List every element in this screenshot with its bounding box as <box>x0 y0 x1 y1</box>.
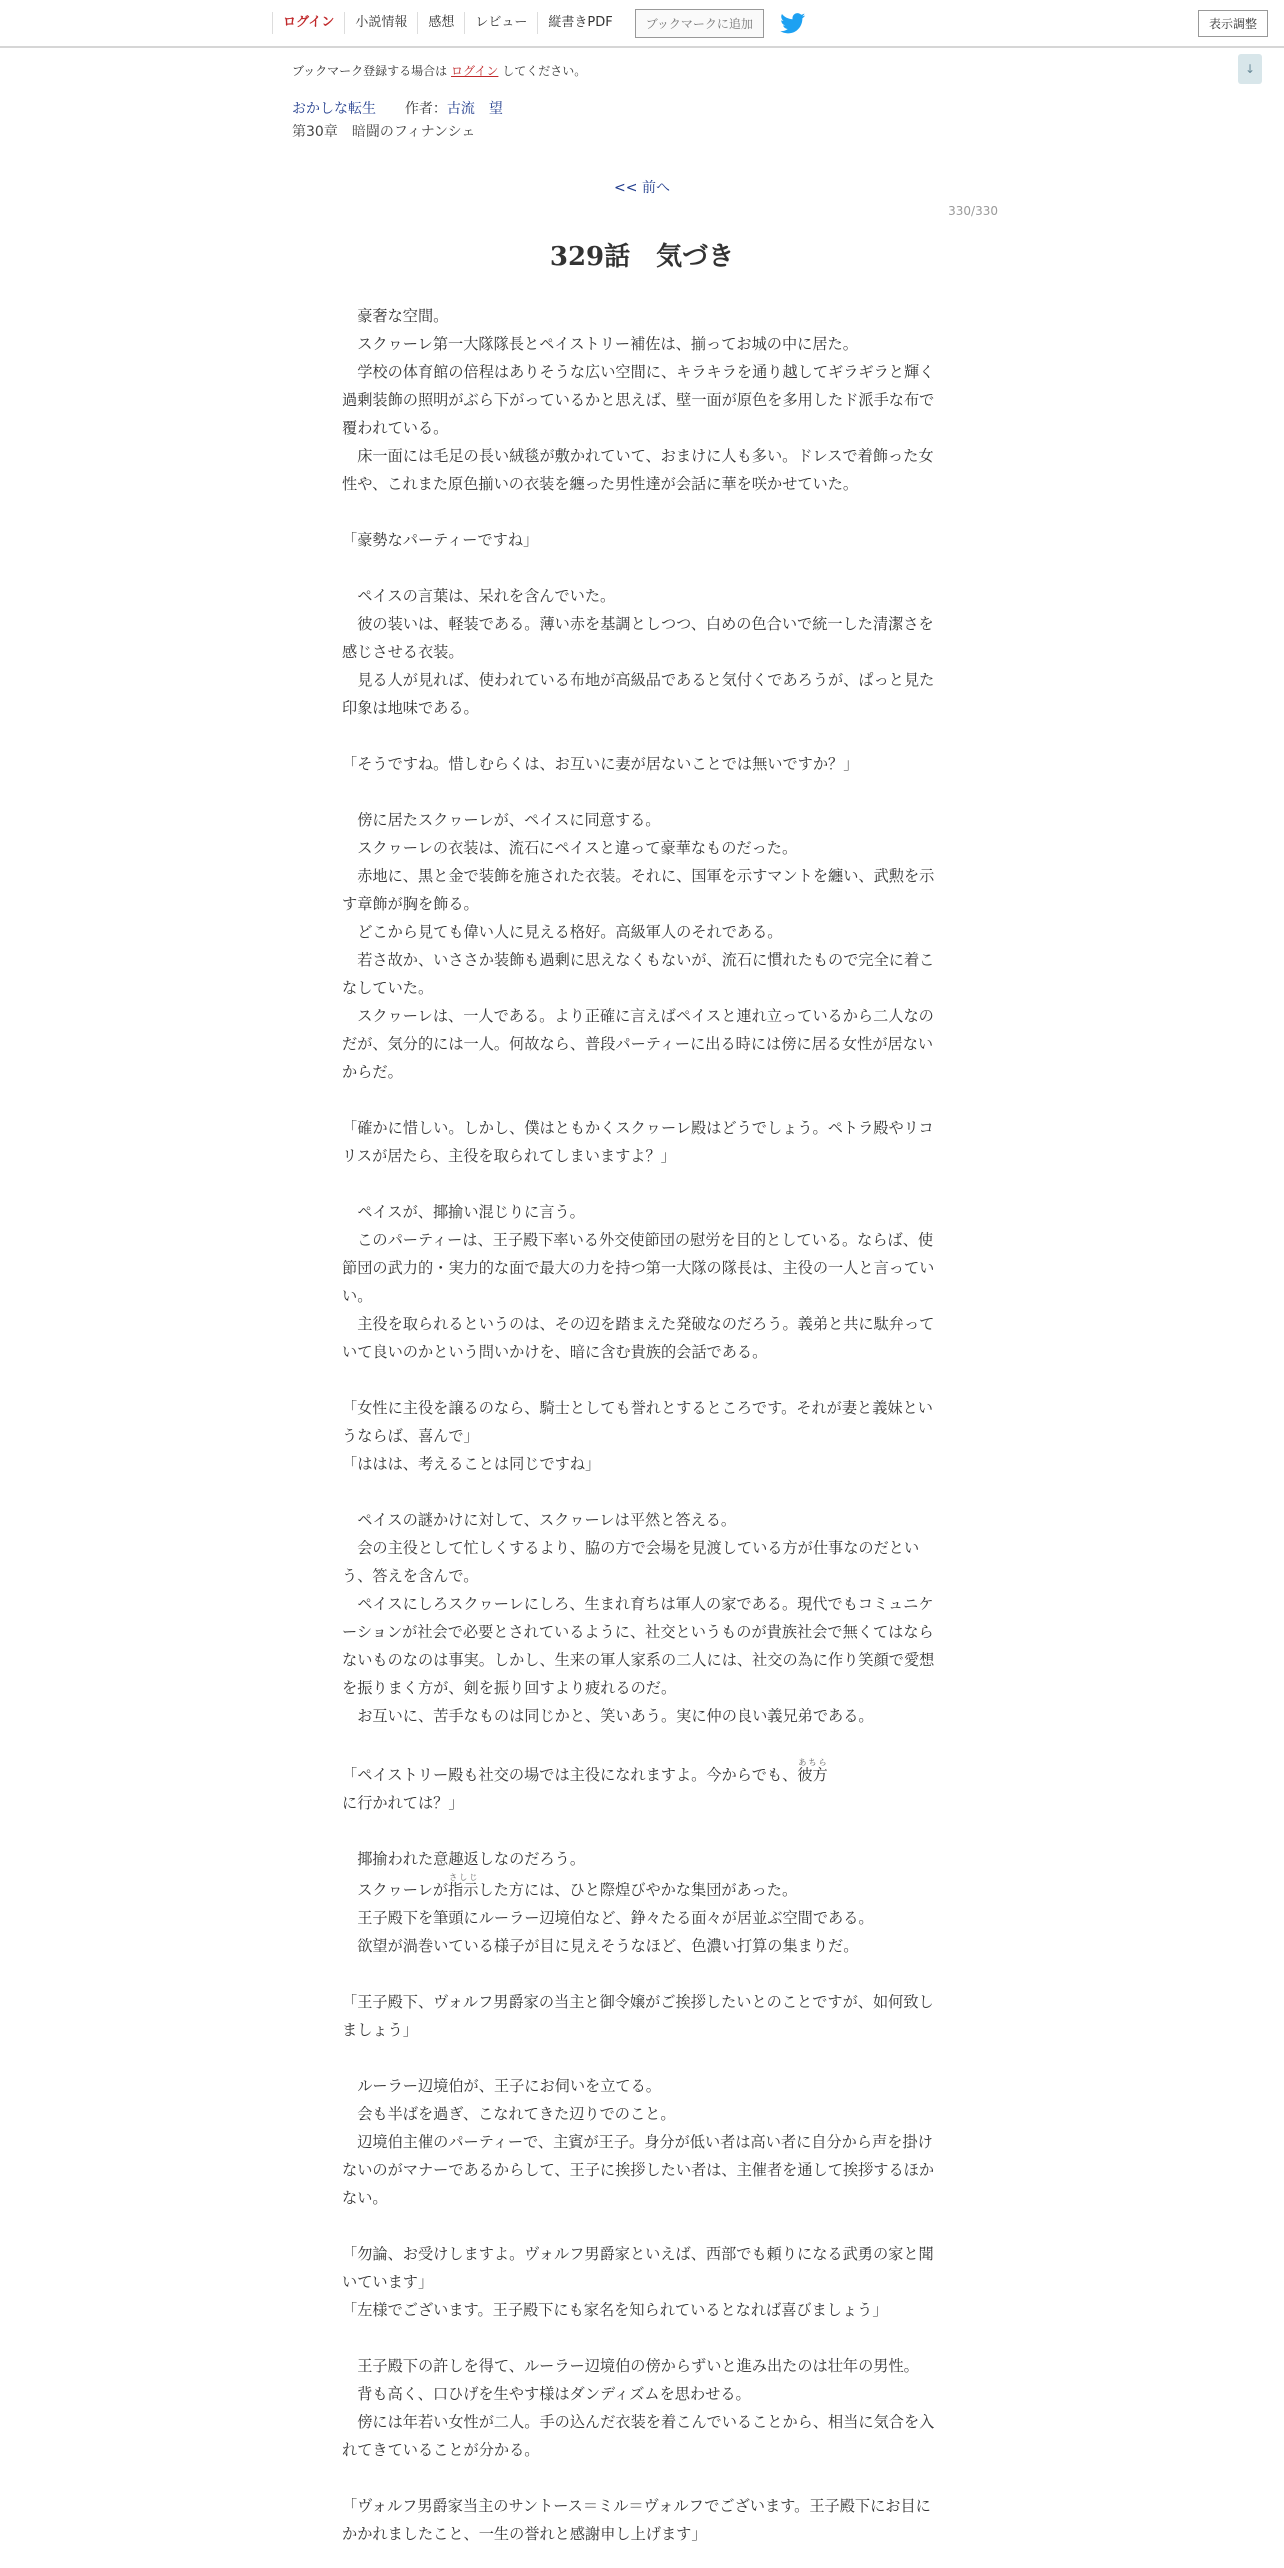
nav-login[interactable]: ログイン <box>272 12 344 34</box>
body-line: お互いに、苦手なものは同じかと、笑いあう。実に仲の良い義兄弟である。 <box>342 1707 874 1725</box>
blank-line <box>342 1366 942 1394</box>
scroll-down-icon[interactable]: ↓ <box>1238 54 1262 84</box>
body-line: スクヮーレの衣装は、流石にペイスと違って豪華なものだった。 <box>342 839 798 857</box>
body-line: 赤地に、黒と金で装飾を施された衣装。それに、国軍を示すマントを纏い、武勲を示す章飾が胸を飾る。 <box>342 867 935 913</box>
nav-review[interactable]: レビュー <box>464 12 537 34</box>
novel-info-line <box>292 98 503 118</box>
global-nav <box>272 0 806 46</box>
novel-title-link[interactable]: おかしな転生 <box>292 101 376 117</box>
body-line: 「勿論、お受けしますよ。ヴォルフ男爵家といえば、西部でも頼りになる武勇の家と聞いています」 <box>342 2245 934 2291</box>
blank-line <box>342 1478 942 1506</box>
body-line: ペイスが、揶揄い混じりに言う。 <box>342 1203 585 1221</box>
body-line: 「左様でございます。王子殿下にも家名を知られているとなれば喜びましょう」 <box>342 2301 888 2319</box>
body-line: ペイスの謎かけに対して、スクヮーレは平然と答える。 <box>342 1511 737 1529</box>
body-line: ペイスにしろスクヮーレにしろ、生まれ育ちは軍人の家である。現代でもコミュニケーションが社会で必要とされているように、社交というものが貴族社会で無くてはならないものなのは事実。しかし、生来の軍人家系の二人には、社交の為に作り笑顔で愛想を振りまく方が、剣を振り回すより疲れるのだ。 <box>342 1595 935 1697</box>
blank-line <box>342 1817 942 1845</box>
body-line: 若さ故か、いささか装飾も過剰に思えなくもないが、流石に慣れたもので完全に着こなしていた。 <box>342 951 935 997</box>
body-line: どこから見ても偉い人に見える格好。高級軍人のそれである。 <box>342 923 783 941</box>
ruby-word <box>797 1758 828 1784</box>
body-line: 主役を取られるというのは、その辺を踏まえた発破なのだろう。義弟と共に駄弁っていて良いのかという問いかけを、暗に含む貴族的会話である。 <box>342 1315 935 1361</box>
body-line: 欲望が渦巻いている様子が目に見えそうなほど、色濃い打算の集まりだ。 <box>342 1937 859 1955</box>
body-line: 「王子殿下、ヴォルフ男爵家の当主と御令嬢がご挨拶したいとのことですが、如何致しましょう」 <box>342 1993 934 2039</box>
body-line-with-ruby <box>342 1758 942 1817</box>
twitter-icon[interactable] <box>780 12 806 34</box>
notice-suffix: してください。 <box>502 64 587 78</box>
author-label: 作者： <box>404 101 447 117</box>
blank-line <box>342 778 942 806</box>
body-line: 「女性に主役を譲るのなら、騎士としても誉れとするところです。それが妻と義妹というならば、喜んで」 <box>342 1399 933 1445</box>
body-line: 会の主役として忙しくするより、脇の方で会場を見渡している方が仕事なのだという、答えを含んで。 <box>342 1539 920 1585</box>
ruby-base: 彼方 <box>797 1766 828 1784</box>
body-line: 「確かに惜しい。しかし、僕はともかくスクヮーレ殿はどうでしょう。ペトラ殿やリコリスが居たら、主役を取られてしまいますよ？」 <box>342 1119 934 1165</box>
episode-title: 329話 気づき <box>549 242 735 272</box>
blank-line <box>342 2044 942 2072</box>
ruby-base: 指示 <box>448 1881 479 1899</box>
nav-vertical-pdf[interactable]: 縦書きPDF <box>537 12 622 34</box>
notice-prefix: ブックマーク登録する場合は <box>292 64 448 78</box>
blank-line <box>342 554 942 582</box>
display-settings-button[interactable]: 表示調整 <box>1198 10 1268 37</box>
prev-episode-link[interactable]: << 前へ <box>614 180 670 196</box>
body-line: スクヮーレは、一人である。より正確に言えばペイスと連れ立っているから二人なのだが、気分的には一人。何故なら、普段パーティーに出る時には傍に居る女性が居ないからだ。 <box>342 1007 934 1081</box>
ruby-reading: あちら <box>797 1758 828 1767</box>
body-line: 「ヴォルフ男爵家当主のサントース＝ミル＝ヴォルフでございます。王子殿下にお目にかかれましたこと、一生の誉れと感謝申し上げます」 <box>342 2497 931 2543</box>
body-line: 見る人が見れば、使われている布地が高級品であると気付くであろうが、ぱっと見た印象は地味である。 <box>342 671 935 717</box>
blank-line <box>342 1086 942 1114</box>
body-line: 会も半ばを過ぎ、こなれてきた辺りでのこと。 <box>342 2105 676 2123</box>
blank-line <box>342 1960 942 1988</box>
ruby-reading: さしじ <box>448 1873 479 1882</box>
blank-line <box>342 1170 942 1198</box>
body-line: スクヮーレ第一大隊隊長とペイストリー補佐は、揃ってお城の中に居た。 <box>342 335 858 353</box>
text-segment: に行かれては？」 <box>342 1794 464 1812</box>
text-segment: 「ペイストリー殿も社交の場では主役になれますよ。今からでも、 <box>342 1766 798 1784</box>
add-bookmark-button[interactable]: ブックマークに追加 <box>635 9 764 38</box>
body-line: ペイスの言葉は、呆れを含んでいた。 <box>342 587 616 605</box>
top-navigation-bar <box>0 0 1284 48</box>
nav-impressions[interactable]: 感想 <box>417 12 464 34</box>
blank-line <box>342 722 942 750</box>
blank-line <box>342 2464 942 2492</box>
ruby-word <box>448 1873 479 1899</box>
body-line: 傍に居たスクヮーレが、ペイスに同意する。 <box>342 811 661 829</box>
bookmark-login-notice <box>292 62 586 79</box>
blank-line <box>342 1730 942 1758</box>
body-line: 揶揄われた意趣返しなのだろう。 <box>342 1850 585 1868</box>
text-segment: スクヮーレが <box>342 1881 449 1899</box>
body-line: 彼の装いは、軽装である。薄い赤を基調としつつ、白めの色合いで統一した清潔さを感じさせる衣装。 <box>342 615 934 661</box>
body-line: 「そうですね。惜しむらくは、お互いに妻が居ないことでは無いですか？」 <box>342 755 859 773</box>
novel-body <box>342 302 942 2548</box>
blank-line <box>342 2324 942 2352</box>
body-line: このパーティーは、王子殿下率いる外交使節団の慰労を目的としている。ならば、使節団の武力的・実力的な面で最大の力を持つ第一大隊の隊長は、主役の一人と言っていい。 <box>342 1231 935 1305</box>
author-link[interactable]: 古流 望 <box>446 101 503 117</box>
episode-number: 330/330 <box>948 204 998 218</box>
body-line: ルーラー辺境伯が、王子にお伺いを立てる。 <box>342 2077 661 2095</box>
blank-line <box>342 2212 942 2240</box>
body-line: 豪奢な空間。 <box>342 307 449 325</box>
nav-novel-info[interactable]: 小説情報 <box>344 12 417 34</box>
text-segment: した方には、ひと際煌びやかな集団があった。 <box>478 1881 798 1899</box>
blank-line <box>342 498 942 526</box>
body-line: 王子殿下を筆頭にルーラー辺境伯など、錚々たる面々が居並ぶ空間である。 <box>342 1909 874 1927</box>
body-line: 「豪勢なパーティーですね」 <box>342 531 539 549</box>
body-line: 床一面には毛足の長い絨毯が敷かれていて、おまけに人も多い。ドレスで着飾った女性や、これまた原色揃いの衣装を纏った男性達が会話に華を咲かせていた。 <box>342 447 934 493</box>
body-line: 学校の体育館の倍程はありそうな広い空間に、キラキラを通り越してギラギラと輝く過剰装飾の照明がぶら下がっているかと思えば、壁一面が原色を多用したド派手な布で覆われている。 <box>342 363 935 437</box>
body-line-with-ruby <box>342 1873 942 1904</box>
notice-login-link[interactable]: ログイン <box>451 64 499 78</box>
body-line: 辺境伯主催のパーティーで、主賓が王子。身分が低い者は高い者に自分から声を掛けないのがマナーであるからして、王子に挨拶したい者は、主催者を通して挨拶するほかない。 <box>342 2133 935 2207</box>
body-line: 傍には年若い女性が二人。手の込んだ衣装を着こんでいることから、相当に気合を入れてきていることが分かる。 <box>342 2413 935 2459</box>
chapter-title: 第30章 暗闘のフィナンシェ <box>292 124 476 140</box>
body-line: 背も高く、口ひげを生やす様はダンディズムを思わせる。 <box>342 2385 751 2403</box>
body-line: 王子殿下の許しを得て、ルーラー辺境伯の傍からずいと進み出たのは壮年の男性。 <box>342 2357 919 2375</box>
body-line: 「ははは、考えることは同じですね」 <box>342 1455 601 1473</box>
